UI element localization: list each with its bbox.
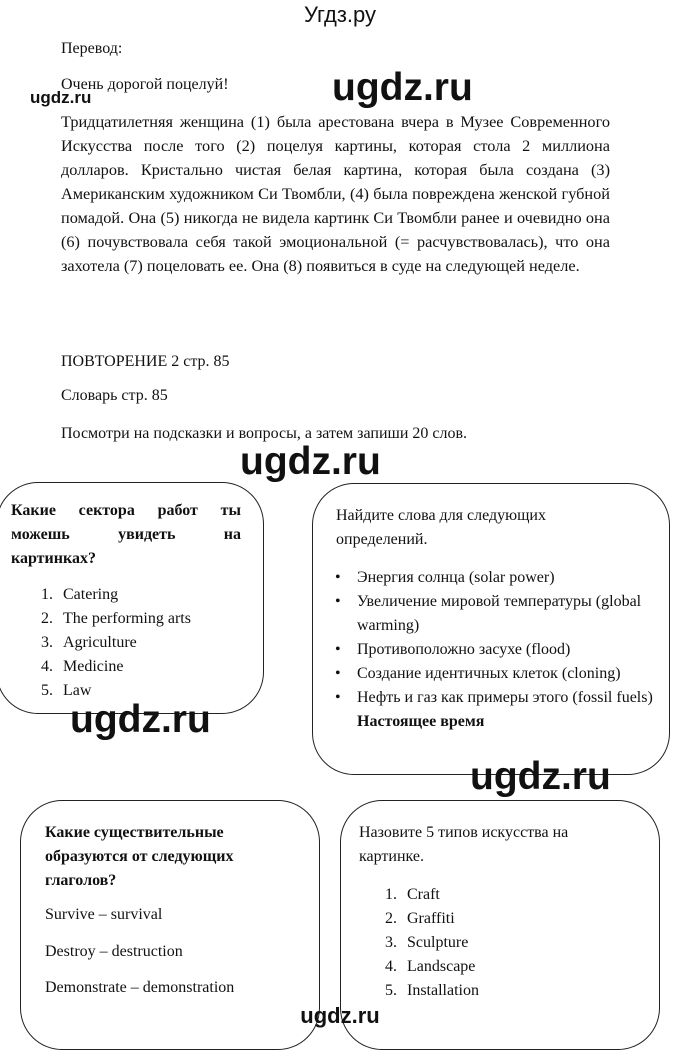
- job-sectors-box: [0, 482, 264, 714]
- headline: Очень дорогой поцелуй!: [61, 76, 229, 93]
- list-item: 4. Landscape: [385, 958, 476, 975]
- instruction: Посмотри на подсказки и вопросы, а затем запиши 20 слов.: [61, 425, 468, 442]
- vocabulary-line: Словарь стр. 85: [61, 387, 168, 404]
- watermark: ugdz.ru: [300, 1003, 380, 1028]
- list-item: 5. Law: [41, 682, 92, 699]
- box-title: Какие сектора работ ты можешь увидеть на картинках?: [11, 502, 241, 567]
- list-item: • Создание идентичных клеток (cloning): [335, 665, 621, 682]
- list-item: 2. Graffiti: [385, 910, 455, 927]
- definitions-list: [313, 566, 653, 734]
- job-sectors-list: [41, 583, 191, 703]
- bold-note: Настоящее время: [357, 713, 485, 730]
- list-item: • Противоположно засухе (flood): [335, 641, 571, 658]
- watermark: ugdz.ru: [470, 755, 611, 798]
- list-item: • Увеличение мировой температуры (global warming): [335, 593, 642, 634]
- article-paragraph: Тридцатилетняя женщина (1) была арестована вчера в Музее Современного Искусства после того (2) поцелуя картины, которая стола 2 миллиона долларов. Кристально чистая белая картина, которая была создана (3) Американским художником Си Твомбли, (4) была повреждена женской губной помадой. Она (5) никогда не видела картинк Си Твомбли ранее и очевидно она (6) почувствовала себя такой эмоциональной (= расчувствовалась), что она захотела (7) поцеловать ее. Она (8) появиться в суде на следующей неделе.: [61, 112, 610, 275]
- list-item: 4. Medicine: [41, 658, 124, 675]
- list-item: 2. The performing arts: [41, 610, 191, 627]
- word-pair: Survive – survival: [45, 906, 163, 923]
- art-types-list: [385, 883, 479, 1003]
- box-title: Какие существительные образуются от следующих глаголов?: [45, 824, 234, 889]
- watermark: ugdz.ru: [332, 66, 473, 109]
- word-pair: Demonstrate – demonstration: [45, 979, 235, 996]
- definitions-box: [312, 483, 670, 775]
- watermark: ugdz.ru: [30, 88, 92, 107]
- list-item: 3. Agriculture: [41, 634, 137, 651]
- box-title: Назовите 5 типов искусства на картинке.: [359, 824, 569, 865]
- word-pair: Destroy – destruction: [45, 943, 183, 960]
- watermark: ugdz.ru: [240, 440, 381, 483]
- list-item: • Энергия солнца (solar power): [335, 569, 555, 586]
- list-item: • Нефть и газ как примеры этого (fossil fuels) Настоящее время: [335, 689, 653, 730]
- site-title: Угдз.ру: [303, 2, 377, 27]
- list-item: 3. Sculpture: [385, 934, 469, 951]
- watermark: ugdz.ru: [70, 698, 211, 741]
- translation-label: Перевод:: [61, 40, 123, 57]
- box-title: Найдите слова для следующих определений.: [336, 507, 546, 548]
- list-item: 1. Catering: [41, 586, 119, 603]
- list-item: 5. Installation: [385, 982, 479, 999]
- list-item: 1. Craft: [385, 886, 440, 903]
- revision-heading: ПОВТОРЕНИЕ 2 стр. 85: [61, 353, 230, 370]
